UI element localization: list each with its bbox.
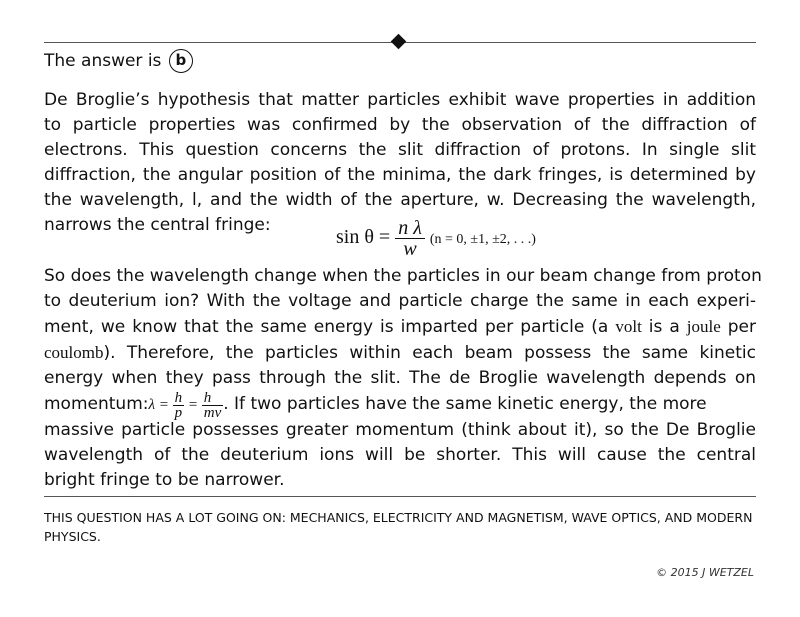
body-line: massive particle possesses greater momentum (think about it), so the De Broglie xyxy=(44,420,756,440)
body-line: energy when they pass through the slit. The de Broglie wavelength depends on xyxy=(44,368,756,388)
diffraction-equation xyxy=(336,218,536,259)
h-over-mv xyxy=(202,391,224,420)
equation-denominator: w xyxy=(403,238,417,260)
answer-line xyxy=(44,49,193,73)
de-broglie-equation xyxy=(148,390,223,422)
intro-line: to particle properties was confirmed by the observation of the diffraction of xyxy=(44,115,756,135)
body-text: ment, we know that the same energy is imparted per particle (a xyxy=(44,317,616,337)
diamond-ornament xyxy=(391,34,407,50)
equation-lhs: sin θ = xyxy=(336,226,391,249)
footnote: THIS QUESTION HAS A LOT GOING ON: MECHANICS, ELECTRICITY AND MAGNETISM, WAVE OPTICS, AND MODERN PHYSICS. xyxy=(44,510,753,544)
h-over-p xyxy=(173,391,185,420)
body-line: to deuterium ion? With the voltage and particle charge the same in each experi- xyxy=(44,291,756,311)
frac-num: h xyxy=(174,390,183,407)
frac-num: h xyxy=(202,391,224,406)
lambda-lhs: λ = xyxy=(148,397,169,413)
intro-paragraph xyxy=(44,88,756,238)
body-text: . If two particles have the same kinetic energy, the more xyxy=(223,394,707,414)
intro-line: diffraction, the angular position of the minima, the dark fringes, is determined by xyxy=(44,165,756,185)
body-paragraph xyxy=(44,264,762,493)
unit-coulomb: coulomb xyxy=(44,343,104,362)
unit-volt: volt xyxy=(615,317,642,336)
body-line xyxy=(44,314,756,340)
equation-numerator: n λ xyxy=(395,218,425,239)
frac-den: p xyxy=(174,405,183,422)
equation-fraction xyxy=(395,218,425,259)
intro-line: the wavelength, l, and the width of the aperture, w. Decreasing the wavelength, xyxy=(44,190,756,210)
equals-sign: = xyxy=(187,397,198,413)
bottom-rule xyxy=(44,496,756,497)
body-line xyxy=(44,340,756,366)
copyright: © 2015 J WETZEL xyxy=(656,566,754,579)
frac-den: mv xyxy=(203,405,222,422)
body-text: is a xyxy=(641,317,687,337)
body-line: bright fringe to be narrower. xyxy=(44,470,285,490)
body-text: ). Therefore, the particles within each beam possess the same kinetic xyxy=(103,343,756,363)
intro-line: De Broglie’s hypothesis that matter particles exhibit wave properties in addition xyxy=(44,90,756,110)
body-text: per xyxy=(720,317,756,337)
unit-joule: joule xyxy=(686,317,721,336)
intro-line: electrons. This question concerns the slit diffraction of protons. In single slit xyxy=(44,140,756,160)
equation-condition: (n = 0, ±1, ±2, . . .) xyxy=(429,232,536,248)
answer-choice-badge: b xyxy=(169,49,193,73)
intro-line: narrows the central fringe: xyxy=(44,215,271,235)
answer-prefix: The answer is xyxy=(44,51,162,71)
body-text: momentum: xyxy=(44,394,149,414)
body-line: So does the wavelength change when the particles in our beam change from proton xyxy=(44,266,762,286)
body-line: wavelength of the deuterium ions will be shorter. This will cause the central xyxy=(44,445,756,465)
